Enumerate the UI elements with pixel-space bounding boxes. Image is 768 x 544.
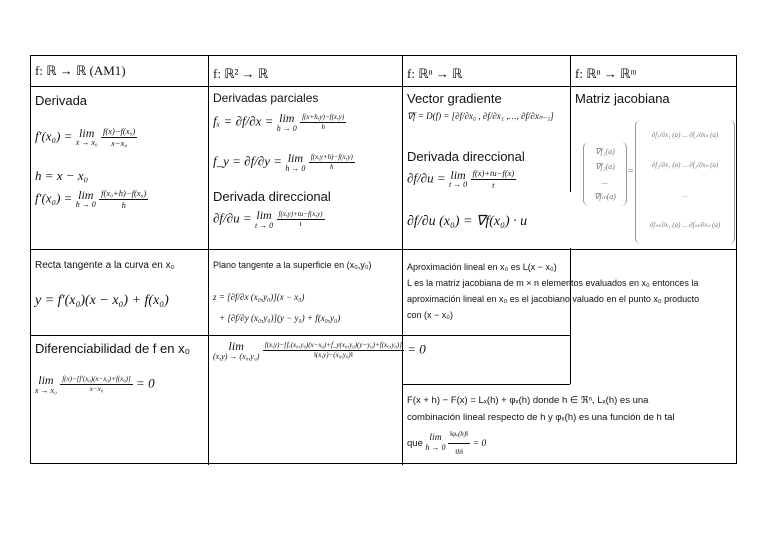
jacobian-matrix: ∂f₁/∂x₁ (a) ... ∂f₁/∂xₙ (a) ∂f₂/∂x₁ (a) ... ∂f₂/∂xₙ (a) ... ∂fₘ/∂x₁ (a) ... ∂fₘ/∂xₙ (a) [635,120,735,244]
tangent-line-equation: y = f′(x₀)(x − x₀) + f(x₀) [35,293,169,308]
linear-approximation-text: Aproximación lineal en x₀ es L(x − x₀) L es la matriz jacobiana de m × n elementos evaluados en x₀ entonces la aproximación lineal en x₀ es el jacobiano valuado en el punto x₀ producto con (x − x₀) [407,262,700,320]
divider [208,56,209,465]
directional-derivative-rn: ∂f/∂u = lim t → 0 $\frac{f(x)+tu-f(x)}{t}$ [407,167,515,190]
partial-y-definition: f_y = ∂f/∂y = lim h → 0 $\frac{f(x,y+h)-f(x,y)}{h}$ [213,151,353,173]
formula-table [30,55,737,464]
directional-derivative-r2: ∂f/∂u = lim t → 0 $\frac{f(x,y)+tu-f(x,y)}{t}$ [213,208,323,230]
divider [31,335,570,336]
differentiability-r: lim x → x₀ $\frac{\text{f(x)−[f′(x₀)(x−x₀)+f(x₀)]}}{\text{x−x₀}}$ = 0 [35,373,155,395]
partial-derivatives-title: Derivadas parciales [213,91,319,105]
tangent-line-title: Recta tangente a la curva en x₀ [35,260,175,271]
differentiability-rn-text: F(x + h) − F(x) = Lₓ(h) + φₓ(h) donde h ∈ ℜⁿ, Lₓ(h) es una combinación lineal respecto de h y φₓ(h) es una función de h tal que lim h → 0 $\frac{\text{‖φₓ(h)‖}}{‖h‖}$ = 0 [407,395,675,456]
equals-sign: = [627,166,634,177]
derivative-title: Derivada [35,93,88,108]
gradient-column-vector: ∇f₁(a) ∇f₂(a) ... ∇fₘ(a) [583,142,627,206]
divider [570,56,571,192]
directional-derivative-title-rn: Derivada direccional [407,149,525,164]
differentiability-title: Diferenciabilidad de f en x₀ [35,341,190,356]
gradient-definition: ∇f = D(f) = [∂f/∂x₀ , ∂f/∂x₁ ,…, ∂f/∂xₙ₋₁] [407,111,554,121]
divider [31,249,736,250]
tangent-plane-eq-1: z = [∂f/∂x (x₀,y₀)](x − x₀) [213,292,305,302]
directional-derivative-title: Derivada direccional [213,189,331,204]
header-r-to-r: f: ℝ → ℝ (AM1) [35,63,126,78]
header-rn-to-r: f: ℝⁿ → ℝ [407,66,463,81]
divider [402,56,403,465]
differentiability-r2: lim (x,y) → (x₀,y₀) $\frac{\text{f(x,y)−[fₓ(x₀,y₀)(x−x₀)+f\_y(x₀,y₀)(y−y₀)+f(x₀,y₀)]}}{\text{‖(x,y)−(x₀,y₀)‖}}$ = 0 [213,339,426,361]
directional-derivative-gradient: ∂f/∂u (x₀) = ∇f(x₀) · u [407,214,528,229]
partial-x-definition: fₓ = ∂f/∂x = lim h → 0 $\frac{f(x+h,y)-f(x,y)}{h}$ [213,111,345,133]
divider [31,86,736,87]
tangent-plane-title: Plano tangente a la superficie en (x₀,y₀) [213,260,372,270]
jacobian-title: Matriz jacobiana [575,91,670,106]
divider [402,384,570,385]
header-rn-to-rm: f: ℝⁿ → ℝᵐ [575,66,637,81]
gradient-title: Vector gradiente [407,91,502,106]
derivative-definition: f′(x₀) = lim x → x₀ $\frac{\text{f(x)−f(x₀)}}{\text{x−x₀}}$ [35,125,136,148]
derivative-h-definition: f′(x₀) = lim h → 0 $\frac{\text{f(x₀+h)−f(x₀)}}{h}$ [35,187,147,210]
h-definition: h = x − x₀ [35,168,89,183]
tangent-plane-eq-2: + [∂f/∂y (x₀,y₀)](y − y₀) + f(x₀,y₀) [219,313,341,323]
header-r2-to-r: f: ℝ² → ℝ [213,66,269,81]
